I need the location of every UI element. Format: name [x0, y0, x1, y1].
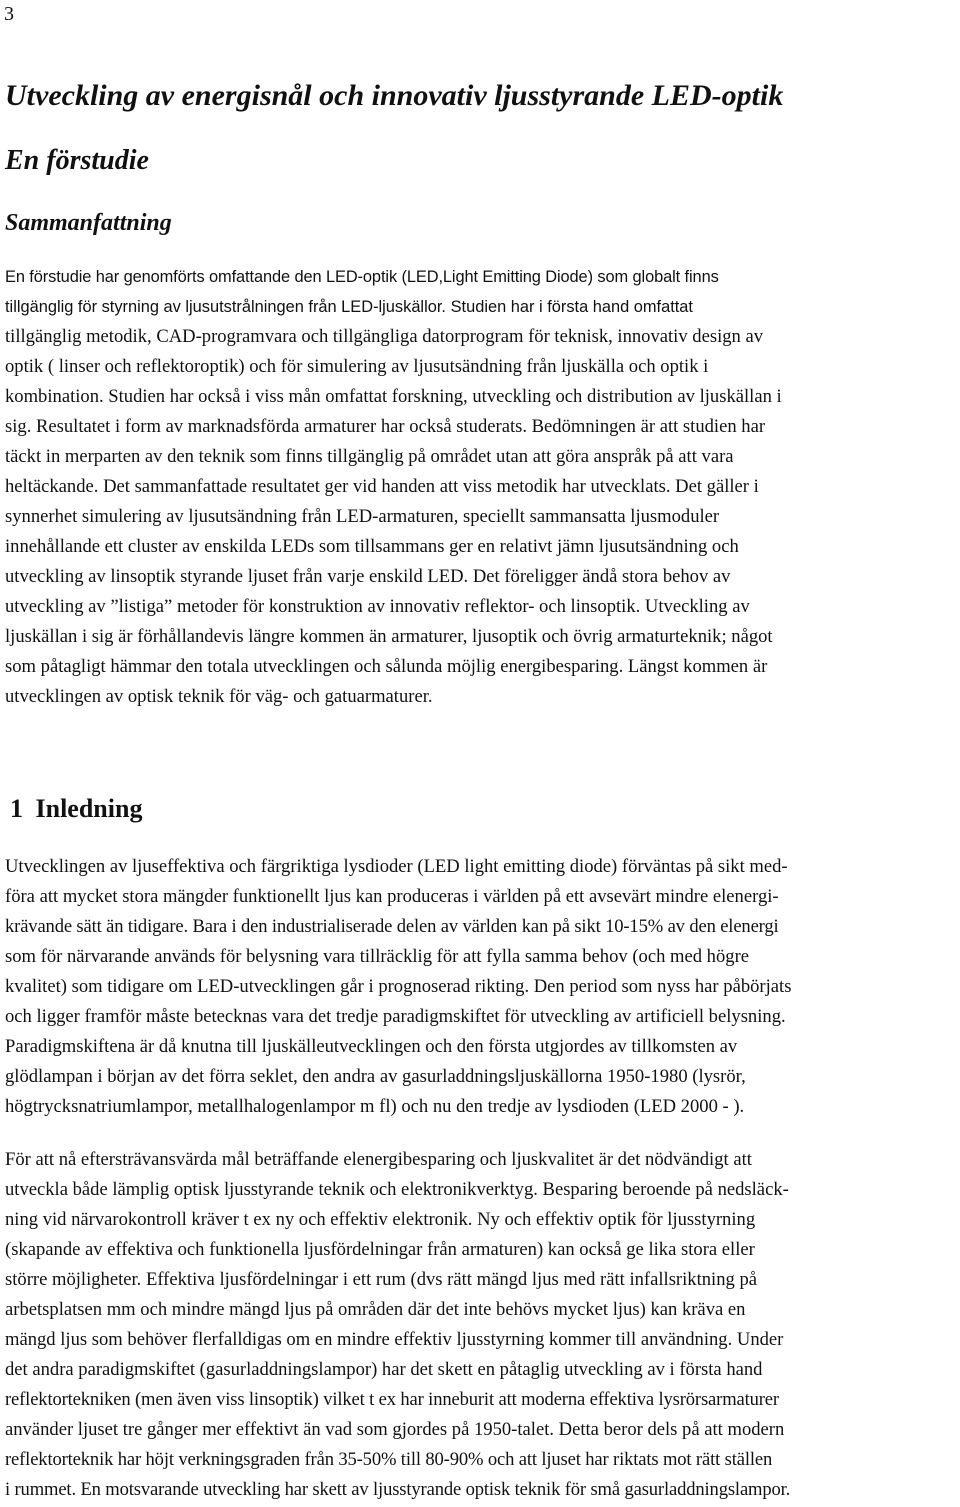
summary-line: innehållande ett cluster av enskilda LEDs som tillsammans ger en relativt jämn ljusutsändning och: [5, 536, 739, 557]
paragraph-line: kvalitet) som tidigare om LED-utvecklingen går i prognoserad rikting. Den period som nyss har påbörjats: [5, 976, 792, 997]
paragraph-line: utveckla både lämplig optisk ljusstyrande teknik och elektronikverktyg. Besparing beroende på nedsläck-: [5, 1179, 789, 1200]
summary-line: som påtagligt hämmar den totala utvecklingen och sålunda möjlig energibesparing. Längst kommen är: [5, 656, 768, 677]
paragraph-line: För att nå eftersträvansvärda mål beträffande elenergibesparing och ljuskvalitet är det nödvändigt att: [5, 1149, 752, 1170]
summary-line: kombination. Studien har också i viss mån omfattat forskning, utveckling och distribution av ljuskällan i: [5, 386, 782, 407]
paragraph-line: det andra paradigmskiftet (gasurladdningslampor) har det skett en påtaglig utveckling av i första hand: [5, 1359, 763, 1380]
paragraph-line: reflektorteknik har höjt verkningsgraden från 35-50% till 80-90% och att ljuset har riktats mot rätt ställen: [5, 1449, 773, 1470]
section-heading: 1 Inledning: [10, 794, 143, 823]
summary-line: utveckling av ”listiga” metoder för konstruktion av innovativ reflektor- och linsoptik. Utveckling av: [5, 596, 750, 617]
summary-line-part: Studien har i första hand omfattat: [450, 298, 693, 316]
summary-paragraph: [5, 262, 955, 712]
summary-line: En förstudie har genomförts omfattande den LED-optik (LED,Light Emitting Diode) som globalt finns: [5, 268, 719, 286]
paragraph-line: arbetsplatsen mm och mindre mängd ljus på områden där det inte behövs mycket ljus) kan kräva en: [5, 1299, 746, 1320]
page-number: 3: [4, 3, 14, 25]
paragraph-line: i rummet. En motsvarande utveckling har skett av ljusstyrande optisk teknik för små gasurladdningslampor.: [5, 1479, 791, 1500]
paragraph-line: ning vid närvarokontroll kräver t ex ny och effektiv elektronik. Ny och effektiv optik för ljusstyrning: [5, 1209, 756, 1230]
summary-line: synnerhet simulering av ljusutsändning från LED-armaturen, speciellt sammansatta ljusmoduler: [5, 506, 720, 527]
summary-line: heltäckande. Det sammanfattade resultatet ger vid handen att viss metodik har utvecklats. Det gäller i: [5, 476, 759, 497]
summary-line: utvecklingen av optisk teknik för väg- och gatuarmaturer.: [5, 686, 433, 707]
paragraph-line: föra att mycket stora mängder funktionellt ljus kan produceras i världen på ett avsevärt mindre elenergi-: [5, 886, 779, 907]
paragraph-line: använder ljuset tre gånger mer effektivt än vad som gjordes på 1950-talet. Detta beror dels på att modern: [5, 1419, 785, 1440]
summary-line: täckt in merparten av den teknik som finns tillgänglig på området utan att göra anspråk på att vara: [5, 446, 734, 467]
paragraph-line: glödlampan i början av det förra seklet, den andra av gasurladdningsljuskällorna 1950-1980 (lysrör,: [5, 1066, 746, 1087]
document-subtitle: En förstudie: [5, 145, 149, 176]
paragraph-line: reflektortekniken (men även viss linsoptik) vilket t ex har inneburit att moderna effektiva lysrörsarmaturer: [5, 1389, 779, 1410]
summary-line-part: tillgänglig för styrning av ljusutstrålningen från LED-ljuskällor.: [5, 298, 446, 316]
paragraph-line: mängd ljus som behöver flerfalldigas om en mindre effektiv ljusstyrning kommer till användning. Under: [5, 1329, 784, 1350]
paragraph-line: Paradigmskiftena är då knutna till ljuskälleutvecklingen och den första utgjordes av tillkomsten av: [5, 1036, 738, 1057]
paragraph-line: (skapande av effektiva och funktionella ljusfördelningar från armaturen) kan också ge lika stora eller: [5, 1239, 755, 1260]
summary-line: sig. Resultatet i form av marknadsförda armaturer har också studerats. Bedömningen är att studien har: [5, 416, 766, 437]
summary-heading: Sammanfattning: [5, 210, 172, 236]
paragraph-line: högtrycksnatriumlampor, metallhalogenlampor m fl) och nu den tredje av lysdioden (LED 2000 - ).: [5, 1096, 745, 1117]
paragraph-line: som för närvarande används för belysning vara tillräcklig för att fylla samma behov (och med högre: [5, 946, 750, 967]
paragraph-line: krävande sätt än tidigare. Bara i den industrialiserade delen av världen kan på sikt 10-15% av den elenergi: [5, 916, 779, 937]
summary-line: utveckling av linsoptik styrande ljuset från varje enskild LED. Det föreligger ändå stora behov av: [5, 566, 731, 587]
document-title: Utveckling av energisnål och innovativ ljusstyrande LED-optik: [5, 79, 784, 112]
summary-line: tillgänglig metodik, CAD-programvara och tillgängliga datorprogram för teknisk, innovativ design av: [5, 326, 764, 347]
summary-line: [5, 292, 955, 322]
summary-line: ljuskällan i sig är förhållandevis längre kommen än armaturer, ljusoptik och övrig armaturteknik; något: [5, 626, 773, 647]
paragraph-line: Utvecklingen av ljuseffektiva och färgriktiga lysdioder (LED light emitting diode) förväntas på sikt med-: [5, 856, 788, 877]
intro-paragraph-1: [5, 852, 955, 1122]
intro-paragraph-2: [5, 1145, 955, 1505]
summary-line: optik ( linser och reflektoroptik) och för simulering av ljusutsändning från ljuskälla och optik i: [5, 356, 709, 377]
paragraph-line: och ligger framför måste betecknas vara det tredje paradigmskiftet för utveckling av artificiell belysning.: [5, 1006, 786, 1027]
paragraph-line: större möjligheter. Effektiva ljusfördelningar i ett rum (dvs rätt mängd ljus med rätt infallsriktning på: [5, 1269, 758, 1290]
